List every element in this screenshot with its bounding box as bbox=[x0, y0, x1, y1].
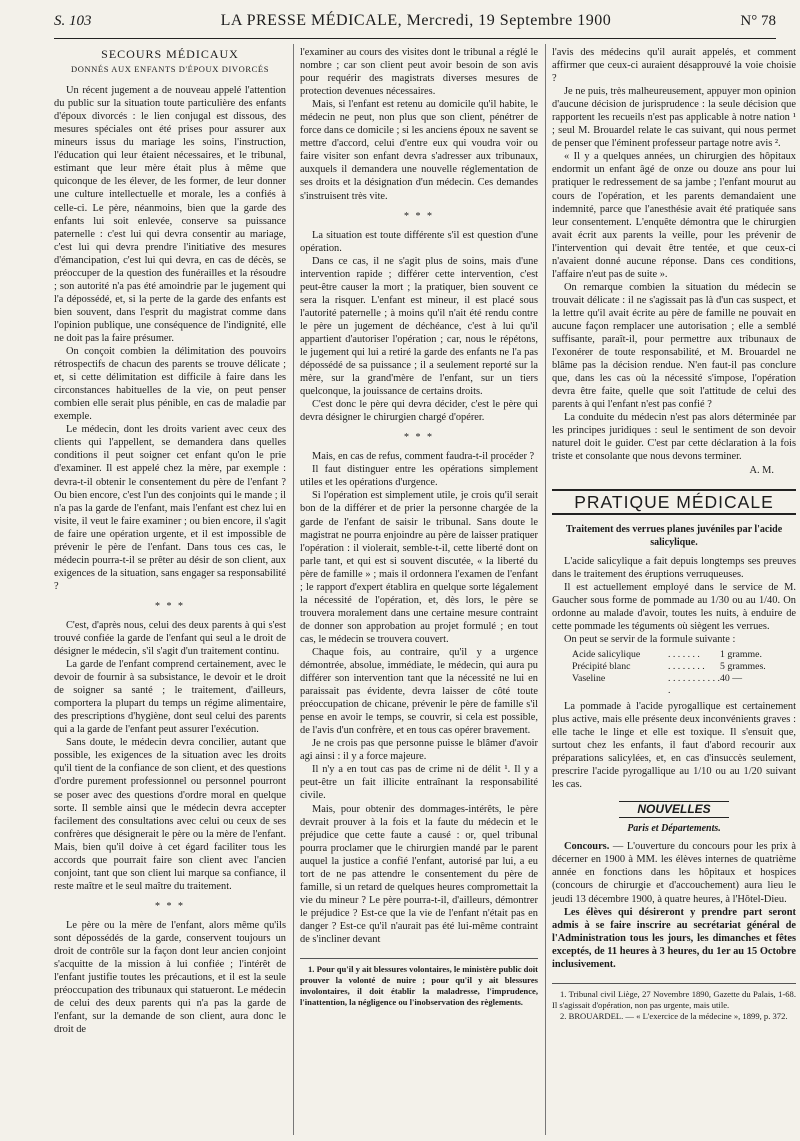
formula-row bbox=[572, 649, 796, 661]
paragraph: Dans ce cas, il ne s'agit plus de soins, mais d'une intervention rapide ; différer cette intervention, c'est peut-être causer la mort ; la pratiquer, bien souvent ce sera la risquer. L'enfant est mineur, il est placé sous l'autorité paternelle ; à moins qu'il n'ait été rendu contre le père un jugement de déchéance, c'est à lui qu'il appartient d'autoriser l'opération ; car, nous le répétons, le jugement qui lui a retiré la garde des enfants ne l'a pas dépossédé de sa puissance ; il a seulement reporté sur la mère, sur la grand'mère de l'enfant, sur un tiers quelconque, la jouissance de certains droits. bbox=[300, 255, 538, 398]
paragraph: On remarque combien la situation du médecin se trouvait délicate : il ne s'agissait pas là d'un cas suspect, et la lettre qu'il avait écrite au père de famille ne pouvait en aucune façon remplacer une autorisation ; elle a semblé suffisante, paraît-il, pour permettre aux tribunaux de l'exonérer de toute responsabilité, et M. Brouardel ne blâme pas la décision rendue. N'en faut-il pas conclure que, dans les cas où la nécessité s'impose, l'opération devra être faite, quelle que soit l'attitude de celui des parents à qui l'enfant n'est pas confié ? bbox=[552, 281, 796, 411]
section-separator: * * * bbox=[404, 432, 434, 444]
news-item: Les élèves qui désireront y prendre part seront admis à se faire inscrire au secrétariat général de l'Administration tous les jours, les dimanches et fêtes exceptés, de 11 heures à 3 heures, du 1er au 15 Octobre inclusivement. bbox=[552, 906, 796, 970]
paragraph: Le médecin, dont les droits varient avec ceux des clients qui l'appellent, se demandera dans quelles conditions il peut soigner cet enfant qu'on le prie d'examiner. Il est appelé chez la mère, par exemple : devra-t-il obtenir le consentement du père de l'enfant ? Ou bien encore, c'est l'un des conjoints qui le mande ; il n'a pas la garde de l'enfant, mais l'enfant est chez lui en visite, il veut le faire examiner ; ou bien encore, il s'agit de faire une opération urgente, et il est impossible de prévenir le père de l'enfant. Dans tous ces cas, le médecin pourra-t-il se prêter au désir de son client, aux exigences de la situation, sans engager sa responsabilité ? bbox=[54, 424, 286, 592]
pratique-article-title: Traitement des verrues planes juvéniles par l'acide salicylique. bbox=[565, 523, 783, 548]
paragraph: Il n'y a en tout cas pas de crime ni de délit ¹. Il y a peut-être un fait illicite entraînant la responsabilité civile. bbox=[300, 764, 538, 802]
formula-row bbox=[572, 661, 796, 673]
paragraph: Chaque fois, au contraire, qu'il y a urgence démontrée, absolue, immédiate, le médecin, qui aura pu différer son intervention tant que la nécessité ne lui en paraissait pas évidente, devra laisser de côté toute préoccupation de chicane, prévenir le père de famille s'il pense en avoir le temps, se couvrir, si cela est possible, de l'avis d'un confrère, et en tous cas opérer bravement. bbox=[300, 646, 538, 737]
section-heading-nouvelles: NOUVELLES bbox=[619, 801, 729, 818]
paragraph: La pommade à l'acide pyrogallique est certainement plus active, mais elle présente deux inconvénients graves : elle tache le linge et elle est toxique. Il s'ensuit que, surtout chez les enfants, il faut d'abord recourir aux préparations salicylées, et, en cas d'insuccès seulement, prescrire l'acide pyrogallique au 1/10 ou au 1/20 suivant les cas. bbox=[552, 700, 796, 791]
paragraph: Un récent jugement a de nouveau appelé l'attention du public sur la situation toute particulière des enfants d'époux divorcés : le lien conjugal est dissous, des mesures spéciales ont été prises pour assurer aux mineurs issus du mariage les soins, l'instruction, l'éducation qui leur étaient nécessaires, et le tribunal, estimant que leur mère était plus à même que quiconque de les élever, de les former, de leur donner une culture intellectuelle et morale, les a confiés à celle-ci. Le père, néanmoins, bien que la garde des enfants lui soit enlevée, conserve sa puissance paternelle : c'est lui qui devra consentir au mariage, c'est lui qui devra prendre l'initiative des mesures d'émancipation, c'est lui qui devra, en cas de décès, se préoccuper de la question des funérailles et la résoudre ; son autorité n'a pas été amoindrie par le jugement qui l'a dépossédé, et, si la perte de la garde des enfants est bien souvent, dans l'esprit du magistrat comme dans l'opinion publique, une conséquence de l'indignité, elle ne doit pas la faire présumer. bbox=[54, 85, 286, 344]
footnote: 1. Pour qu'il y ait blessures volontaires, le ministère public doit prouver la volonté de nuire ; pour qu'il y ait blessures involontaires, il doit établir la maladresse, l'imprudence, l'inattention, la négligence ou l'inobservation des règlements. bbox=[300, 964, 538, 1008]
paragraph: C'est donc le père qui devra décider, c'est le père qui devra désigner le chirurgien chargé d'opérer. bbox=[300, 399, 538, 424]
issue-number: N° 78 bbox=[740, 12, 776, 29]
paragraph: Il faut distinguer entre les opérations simplement utiles et les opérations d'urgence. bbox=[300, 464, 538, 489]
section-separator: * * * bbox=[404, 210, 434, 222]
article-title: SECOURS MÉDICAUX bbox=[101, 47, 239, 61]
paragraph: Je ne puis, très malheureusement, appuyer mon opinion d'aucune décision de jurisprudence : la seule décision que rapportent les recueils n'est pas applicable à notre nation ¹ ; seul M. Brouardel relate le cas suivant, qui nous permet de penser que l'éminent professeur partage notre avis ². bbox=[552, 86, 796, 150]
formula-list bbox=[572, 649, 796, 697]
ingredient-dose: 5 grammes. bbox=[720, 660, 766, 672]
nouvelles-subheading: Paris et Départements. bbox=[627, 823, 721, 835]
paragraph: La situation est toute différente s'il est question d'une opération. bbox=[300, 229, 538, 254]
leader-dots: . . . . . . . bbox=[668, 648, 700, 660]
paragraph: Il est actuellement employé dans le service de M. Gaucher sous forme de pommade au 1/30 ou au 1/40. On ordonne au malade d'avoir, toutes les nuits, à enduire de cette pommade les téguments où siègent les verrues. bbox=[552, 581, 796, 632]
paragraph: Le père ou la mère de l'enfant, alors même qu'ils sont dépossédés de la garde, conservent toujours un droit de contrôle sur la façon dont leur ancien conjoint s'acquitte de la mission à lui confiée ; l'intérêt de l'enfant justifie toutes les précautions, et il est la seule préoccupation des tribunaux qui statueront. Le médecin de celui des deux parents qui n'a pas la garde de l'enfant, sur la demande de son client, aura donc le droit de bbox=[54, 919, 286, 1036]
ingredient-name: Acide salicylique bbox=[572, 648, 641, 660]
footnote: 1. Tribunal civil Liège, 27 Novembre 1890, Gazette du Palais, 1-68. Il s'agissait d'opération, non pas urgente, mais utile. bbox=[552, 988, 796, 1010]
section-separator: * * * bbox=[155, 600, 185, 612]
paragraph: On conçoit combien la délimitation des pouvoirs rétrospectifs de chacun des parents se trouve délicate ; et, si cette délimitation est difficile à faire dans les circonstances habituelles de la vie, on peut penser combien elle serait plus pénible, en cas de maladie par exemple. bbox=[54, 346, 286, 423]
article-signature: A. M. bbox=[749, 464, 774, 476]
paragraph: Mais, si l'enfant est retenu au domicile qu'il habite, le médecin ne peut, non plus que son client, pénétrer de force dans ce domicile ; si les anciens époux ne savent se mettre d'accord, celui d'entre eux qui voudra voir ou faire visiter son enfant devra s'adresser aux tribunaux, auxquels il demandera une nouvelle réglementation de ses droits et la désignation d'un médecin. Ces demandes s'instruisent très vite. bbox=[300, 99, 538, 202]
section-separator: * * * bbox=[155, 900, 185, 912]
ingredient-dose: 1 gramme. bbox=[720, 648, 762, 660]
footnotes bbox=[300, 958, 538, 1008]
paragraph: La conduite du médecin n'est pas alors déterminée par les principes juridiques : seul le sentiment de son devoir naturel doit le guider. C'est par cette déclaration à la fois triste et consolante que nous devons terminer. bbox=[552, 412, 796, 463]
paragraph: Je ne crois pas que personne puisse le blâmer d'avoir agi ainsi : il y a force majeure. bbox=[300, 738, 538, 763]
paragraph: Si l'opération est simplement utile, je crois qu'il serait bon de la différer et de prier la personne chargée de la garde de l'enfant de saisir le tribunal. Sans doute le magistrat ne pourra enjoindre au père de laisser pratiquer l'opération : il violerait, semble-t-il, cette liberté dont on parle tant, et qui est si souvent discutée, « la liberté du père de famille » ; mais il ordonnera l'examen de l'enfant ; le rapport d'expert établira en quelque sorte légalement la nécessité de l'opération, et, dès lors, le père se trouvera moralement dans une certaine mesure contraint de donner son approbation au projet formulé ; en tout cas, le médecin se trouvera couvert. bbox=[300, 490, 538, 645]
paragraph: « Il y a quelques années, un chirurgien des hôpitaux endormit un enfant âgé de onze ou douze ans pour lui pratiquer le redressement de sa jambe ; l'enfant mourut au cours de l'opération, et les parents demandaient une indemnité, parce que l'anesthésie avait été pratiquée sans leur consentement. L'enquête démontra que le chirurgien avait écrit aux parents la veille, pour les prévenir de l'intervention qui devait être tentée, et que ceux-ci n'avaient donné aucune réponse. Dans ces conditions, l'affaire n'eut pas de suite ». bbox=[552, 151, 796, 280]
paragraph: C'est, d'après nous, celui des deux parents à qui s'est trouvé confiée la garde de l'enfant qui seul a le droit de désigner le médecin, s'il s'agit d'un traitement continu. bbox=[54, 619, 286, 658]
paragraph: La garde de l'enfant comprend certainement, avec le devoir de fournir à sa subsistance, le devoir et le droit de soigner sa santé ; le traitement, d'ailleurs, comportera la plupart du temps un régime alimentaire, des prescriptions d'hygiène, dont seul celui des parents qui a la garde de l'enfant peut assurer l'exécution. bbox=[54, 659, 286, 736]
formula-row bbox=[572, 673, 796, 697]
column-divider bbox=[545, 44, 546, 1135]
page-folio: S. 103 bbox=[54, 12, 92, 29]
article-subtitle: DONNÉS AUX ENFANTS D'ÉPOUX DIVORCÉS bbox=[70, 64, 270, 75]
news-lead: Concours. bbox=[564, 841, 610, 853]
paragraph: l'avis des médecins qu'il aurait appelés, et comment affirmer que ceux-ci auraient désapprouvé la voie choisie ? bbox=[552, 47, 796, 85]
paragraph: l'examiner au cours des visites dont le tribunal a réglé le nombre ; car son client peut avoir besoin de son avis pour requérir des magistrats diverses mesures de protection devenues nécessaires. bbox=[300, 47, 538, 98]
leader-dots: . . . . . . . . bbox=[668, 660, 705, 672]
news-text: — L'ouverture du concours pour les prix à décerner en 1900 à MM. les élèves internes de quatrième année en fonctions dans les hôpitaux et hospices (concours de chirurgie et d'accouchement) aura lieu le jeudi 13 décembre 1900, à quatre heures, à l'Hôtel-Dieu. bbox=[552, 841, 796, 905]
paragraph: Mais, pour obtenir des dommages-intérêts, le père devrait prouver à la fois et la faute du médecin et le préjudice que cette faute a causé : or, quel tribunal pourra proclamer que le chirurgien mandé par le parent auquel la justice a confié l'enfant, autorisé par lui, a eu tort de ne pas attendre le consentement du père de famille, si un retard de quelques heures compromettait la vie du mineur ? Le père pourra-t-il, d'ailleurs, démontrer le préjudice ? Est-ce que la vie de l'enfant n'était pas en danger ? Est-ce qu'il n'aurait pas été lui-même contraint de s'incliner devant bbox=[300, 803, 538, 945]
journal-masthead bbox=[221, 12, 612, 30]
paragraph: L'acide salicylique a fait depuis longtemps ses preuves dans le traitement des éruptions verruqueuses. bbox=[552, 555, 796, 580]
ingredient-name: Précipité blanc bbox=[572, 660, 631, 672]
column-divider bbox=[293, 44, 294, 1135]
paragraph: Sans doute, le médecin devra concilier, autant que possible, les exigences de la situation avec les droits qu'il tient de la confiance de son client, et des questions d'ordre purement professionnel ou personnel pourront se poser avec des questions d'ordre moral en quelque sorte. Il semble ainsi que le médecin devra accepter facilement des consultations avec celui ou ceux de ses confrères que désignerait le père ou la mère de l'enfant. Mais, bien qu'il doive à cet égard faciliter tous les accords que pourrait faire son client avec l'ancien conjoint, tant que son client lui marque sa confiance, il reste maître et le seul maître du traitement. bbox=[54, 737, 286, 892]
section-heading-pratique: PRATIQUE MÉDICALE bbox=[552, 489, 796, 515]
column-1 bbox=[54, 46, 286, 1135]
issue-date: Mercredi, 19 Septembre 1900 bbox=[406, 12, 612, 29]
journal-title: LA PRESSE MÉDICALE, bbox=[220, 12, 403, 29]
footnotes bbox=[552, 983, 796, 1022]
news-item bbox=[552, 840, 796, 905]
leader-dots: . . . . . . . . . . . . bbox=[668, 672, 720, 696]
ingredient-dose: 40 — bbox=[720, 672, 743, 684]
header-rule bbox=[54, 38, 776, 39]
paragraph: Mais, en cas de refus, comment faudra-t-il procéder ? bbox=[312, 451, 535, 463]
paragraph: On peut se servir de la formule suivante : bbox=[564, 633, 736, 645]
column-2 bbox=[300, 46, 538, 1135]
ingredient-name: Vaseline bbox=[572, 672, 606, 684]
column-3 bbox=[552, 46, 796, 1135]
footnote: 2. BROUARDEL. — « L'exercice de la médecine », 1899, p. 372. bbox=[560, 1010, 788, 1021]
page-header bbox=[54, 8, 776, 34]
